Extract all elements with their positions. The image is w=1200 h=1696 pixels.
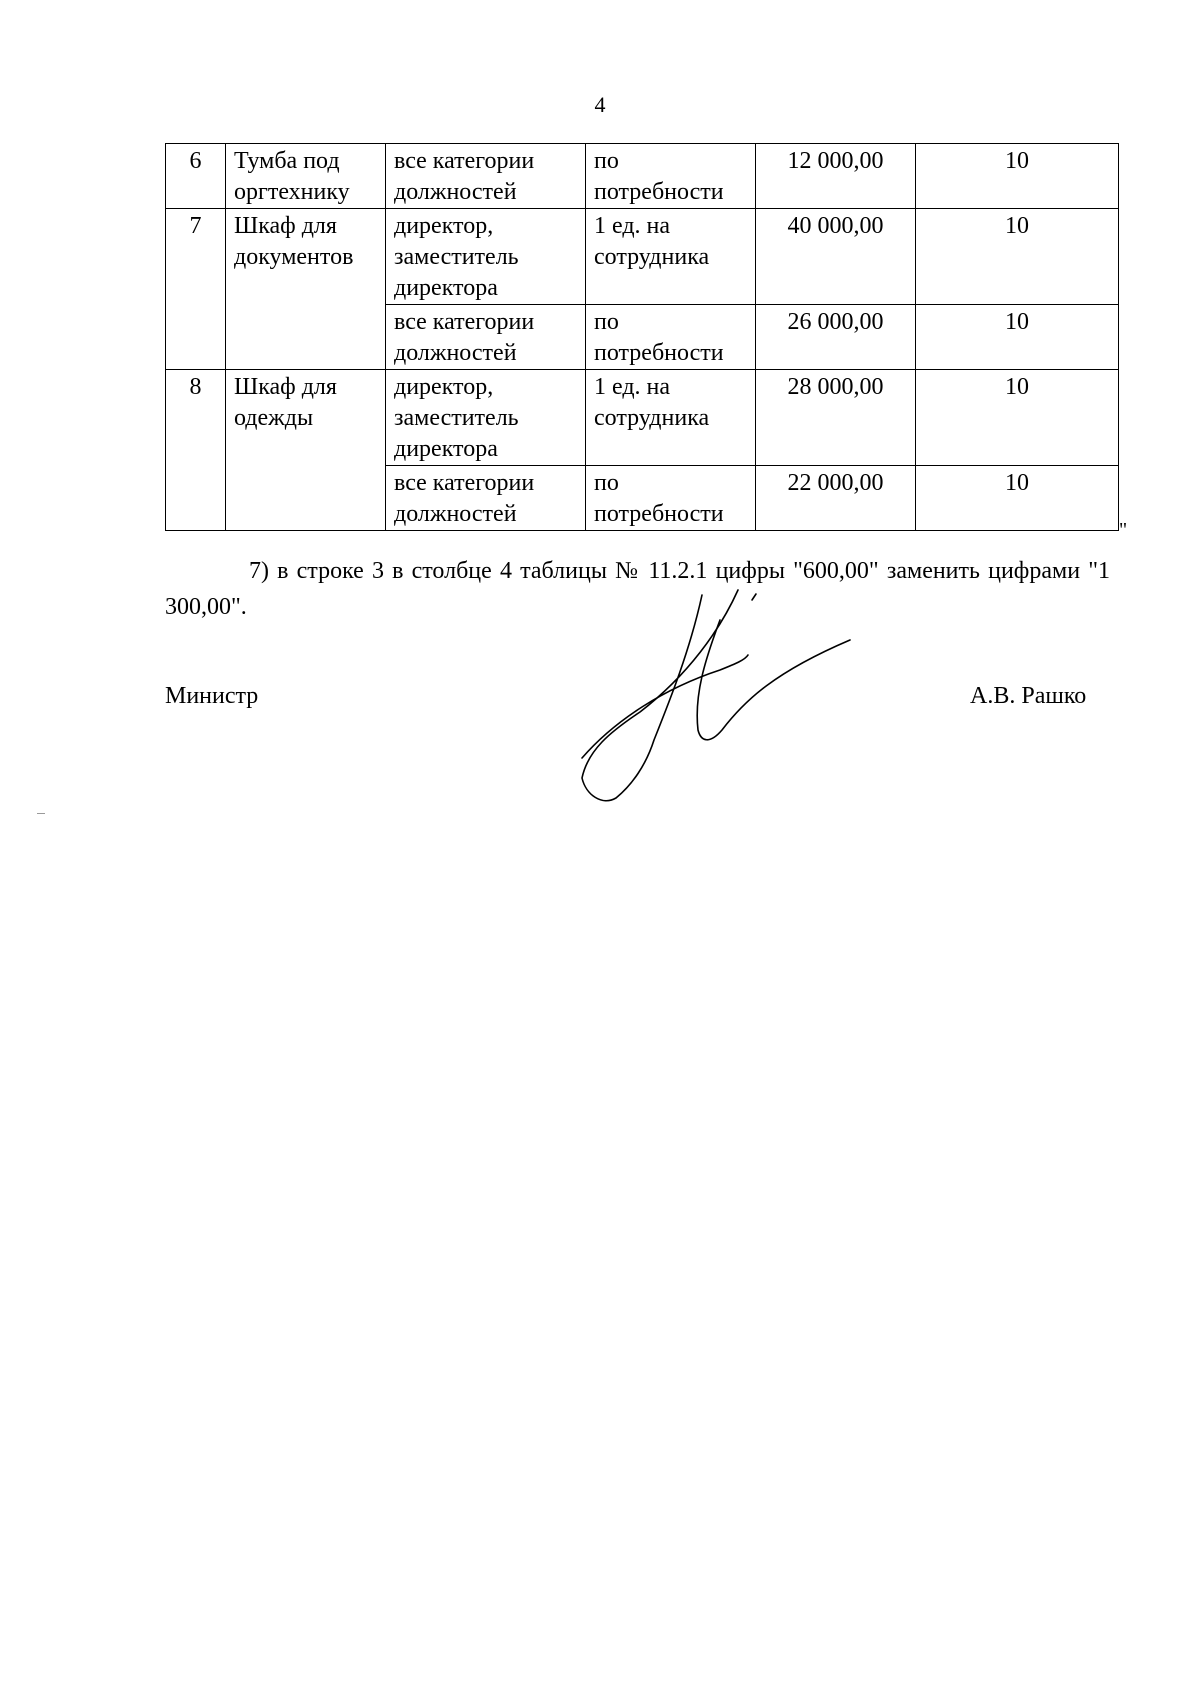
service-life-value: 10 xyxy=(916,370,1119,466)
item-name: Шкаф для документов xyxy=(226,209,386,370)
table-row xyxy=(166,144,1119,209)
position-category: все категории должностей xyxy=(386,466,586,531)
service-life-value: 10 xyxy=(916,466,1119,531)
amendment-clause: 7) в строке 3 в столбце 4 таблицы № 11.2.1 цифры "600,00" заменить цифрами "1 300,00". xyxy=(165,558,1110,620)
position-category: все категории должностей xyxy=(386,144,586,209)
closing-quote: " xyxy=(1119,519,1128,541)
row-number: 7 xyxy=(166,209,226,370)
margin-mark xyxy=(37,813,45,814)
service-life-value: 10 xyxy=(916,305,1119,370)
position-category: директор, заместитель директора xyxy=(386,370,586,466)
position-category: все категории должностей xyxy=(386,305,586,370)
handwritten-signature xyxy=(570,580,860,810)
item-name: Тумба под оргтехнику xyxy=(226,144,386,209)
table-row xyxy=(166,370,1119,466)
quantity-norm: по потребности xyxy=(586,144,756,209)
item-name: Шкаф для одежды xyxy=(226,370,386,531)
position-category: директор, заместитель директора xyxy=(386,209,586,305)
page-number: 4 xyxy=(594,92,606,117)
price-value: 22 000,00 xyxy=(756,466,916,531)
quantity-norm: по потребности xyxy=(586,466,756,531)
service-life-value: 10 xyxy=(916,144,1119,209)
quantity-norm: по потребности xyxy=(586,305,756,370)
price-value: 40 000,00 xyxy=(756,209,916,305)
price-value: 12 000,00 xyxy=(756,144,916,209)
quantity-norm: 1 ед. на сотрудника xyxy=(586,370,756,466)
row-number: 8 xyxy=(166,370,226,531)
quantity-norm: 1 ед. на сотрудника xyxy=(586,209,756,305)
row-number: 6 xyxy=(166,144,226,209)
service-life-value: 10 xyxy=(916,209,1119,305)
price-value: 26 000,00 xyxy=(756,305,916,370)
signer-title: Министр xyxy=(165,683,259,709)
price-value: 28 000,00 xyxy=(756,370,916,466)
signer-name: А.В. Рашко xyxy=(970,683,1087,709)
table-row xyxy=(166,209,1119,305)
furniture-norms-table xyxy=(165,143,1119,531)
